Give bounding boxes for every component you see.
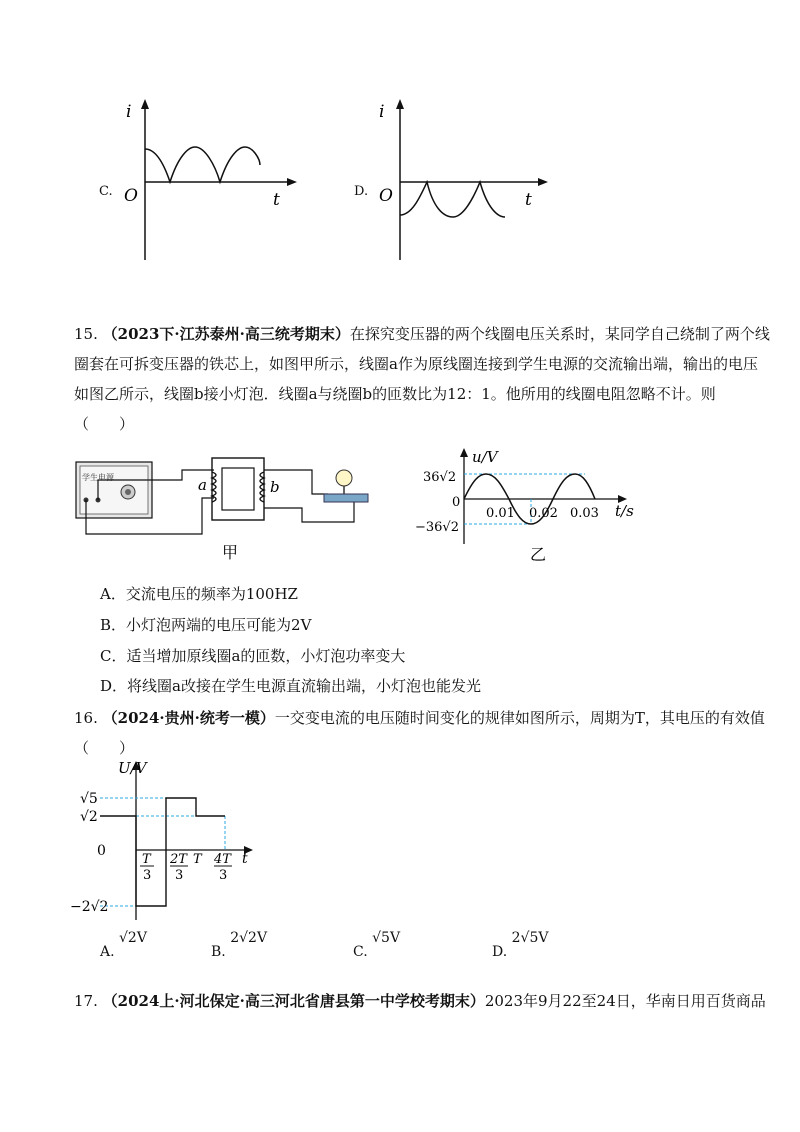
graph-c-x-label: t — [273, 190, 280, 210]
figure-jia-caption: 甲 — [222, 543, 239, 562]
q17-line1: 2023年9月22至24日，华南日用百货商品 — [484, 992, 766, 1010]
q16-option-a[interactable] — [100, 930, 147, 960]
q16-line1: 一交变电流的电压随时间变化的规律如图所示，周期为T，其电压的有效值 — [274, 709, 765, 727]
q16-option-b-value: 2√2V — [230, 930, 268, 946]
q15-figure-yi — [415, 440, 645, 570]
q16-option-c-letter: C. — [353, 944, 368, 960]
q15-source: （2023下·江苏泰州·高三统考期末） — [102, 325, 350, 343]
figure-yi-caption: 乙 — [530, 545, 547, 564]
q16-source: （2024·贵州·统考一模） — [102, 709, 275, 727]
graph-c-y-label: i — [126, 102, 132, 122]
q16-number: 16. — [74, 709, 98, 727]
q16-x4-num: 4T — [214, 852, 231, 867]
graph-c-letter: C. — [99, 184, 113, 199]
q16-text — [74, 703, 765, 763]
q16-option-b[interactable] — [211, 930, 268, 960]
q15-line3: 如图乙所示，线圈b接小灯泡．线圈a与绕圈b的匝数比为12：1。他所用的线圈电阻忽略不计。则 — [74, 385, 716, 403]
yi-zero: 0 — [452, 495, 461, 510]
q15-option-b[interactable]: B．小灯泡两端的电压可能为2V — [100, 616, 312, 634]
q16-y-label: U/V — [118, 759, 147, 777]
q15-figure-jia — [72, 450, 372, 580]
graph-d-x-label: t — [525, 190, 532, 210]
q16-x3: T — [193, 852, 202, 867]
yi-peak-neg: −36√2 — [415, 520, 459, 535]
graph-d-letter: D. — [354, 184, 369, 199]
q17-number: 17. — [74, 992, 98, 1010]
q17-text — [74, 986, 766, 1016]
q16-x1-num: T — [142, 852, 151, 867]
q16-y-neg: −2√2 — [70, 899, 109, 915]
q16-x1-den: 3 — [143, 868, 152, 883]
q15-line1: 在探究变压器的两个线圈电压关系时，某同学自己绕制了两个线 — [349, 325, 770, 343]
yi-tick-1: 0.01 — [486, 506, 515, 521]
graph-d-origin: O — [379, 186, 393, 206]
graph-c — [110, 95, 310, 270]
q15-line2: 圈套在可拆变压器的铁芯上，如图甲所示，线圈a作为原线圈连接到学生电源的交流输出端，输出的电压 — [74, 355, 758, 373]
q16-zero: 0 — [97, 843, 106, 859]
q16-option-d-letter: D. — [492, 944, 508, 960]
q16-x-label: t — [242, 851, 248, 867]
coil-b-label: b — [270, 478, 280, 496]
yi-tick-3: 0.03 — [570, 506, 599, 521]
q15-option-c[interactable]: C．适当增加原线圈a的匝数，小灯泡功率变大 — [100, 647, 406, 665]
coil-a-label: a — [198, 476, 207, 494]
q17-source: （2024上·河北保定·高三河北省唐县第一中学校考期末） — [102, 992, 485, 1010]
yi-y-label: u/V — [472, 448, 498, 466]
q15-number: 15. — [74, 325, 98, 343]
q16-option-c[interactable] — [353, 930, 401, 960]
q16-x2-num: 2T — [170, 852, 187, 867]
q15-paren: （ ） — [74, 415, 135, 433]
q16-option-c-value: √5V — [372, 930, 401, 946]
q16-option-a-letter: A. — [100, 944, 115, 960]
q16-y-sqrt5: √5 — [80, 791, 98, 807]
q16-option-a-value: √2V — [119, 930, 147, 946]
q16-x2-den: 3 — [175, 868, 184, 883]
graph-d — [365, 95, 565, 270]
q16-y-sqrt2: √2 — [80, 809, 98, 825]
q15-option-d[interactable]: D．将线圈a改接在学生电源直流输出端，小灯泡也能发光 — [100, 677, 481, 695]
q15-option-a[interactable]: A．交流电压的频率为100HZ — [100, 585, 298, 603]
q16-option-d-value: 2√5V — [511, 930, 549, 946]
power-supply-label: 学生电源 — [82, 473, 114, 482]
q16-option-b-letter: B. — [211, 944, 226, 960]
q15-text — [74, 319, 770, 439]
yi-x-label: t/s — [615, 502, 634, 520]
q16-graph — [70, 755, 270, 925]
graph-c-origin: O — [124, 186, 138, 206]
q16-paren: （ ） — [74, 739, 135, 757]
graph-d-y-label: i — [379, 102, 385, 122]
q16-x4-den: 3 — [219, 868, 228, 883]
yi-peak-pos: 36√2 — [423, 470, 457, 485]
q16-option-d[interactable] — [492, 930, 549, 960]
yi-tick-2: 0.02 — [529, 506, 558, 521]
